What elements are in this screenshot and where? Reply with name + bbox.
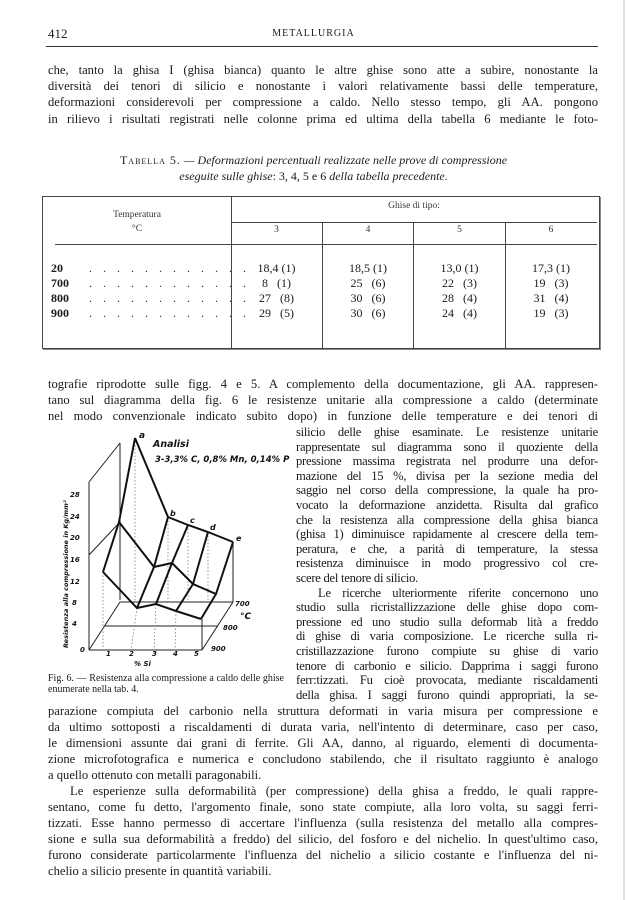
leader-dots: . . . . . . . . . . . . xyxy=(89,261,250,275)
y-axis-label: Resistenza alla compressione in Kg/mm² xyxy=(62,500,70,648)
running-title: METALLURGIA xyxy=(272,28,355,39)
text-line: mazione del 15 %, divisa per la sezione media del xyxy=(296,468,598,483)
text-line: (ghisa 1) diminuisce rapidamente al crescere della tem- xyxy=(296,527,598,542)
point-label-a: a xyxy=(139,431,146,441)
text-line: le dimensioni assunte dai grani di ferrite. Gli AA, danno, al riguardo, elementi di documenta- xyxy=(48,736,598,750)
temp-tick: 700 xyxy=(235,600,250,608)
text-line: nel modo convenzionale indicato subito dopo) in funzione delle temperature e dei tenori di xyxy=(48,409,598,424)
table-caption-line1: — Deformazioni percentuali realizzate nelle prove di compressione xyxy=(183,153,508,167)
scan-edge xyxy=(623,0,625,900)
page-number: 412 xyxy=(48,26,68,41)
y-tick: 20 xyxy=(70,534,80,542)
table-cell: 18,4 (1) xyxy=(257,261,296,275)
table-caption-part: della tabella precedente. xyxy=(329,169,448,183)
y-tick: 28 xyxy=(70,491,80,499)
leader-dots: . . . . . . . . . . . . xyxy=(89,306,250,320)
column-header: 6 xyxy=(548,225,554,235)
text-line: scere del tenore di silicio. xyxy=(296,571,419,585)
y-tick: 0 xyxy=(80,646,85,654)
text-line: in rilievo i risultati registrati nelle colonne prima ed ultima della tabella 6 mediante le foto- xyxy=(48,111,598,126)
table-cell: 22 (3) xyxy=(442,276,477,290)
table-cell: 28 (4) xyxy=(442,291,477,305)
table-cell: 30 (6) xyxy=(350,306,386,320)
point-label-c: c xyxy=(190,516,195,525)
row-temperature: 700 xyxy=(51,276,69,290)
table-cell: 19 (3) xyxy=(533,306,569,320)
figure-diagram xyxy=(60,425,290,670)
table-cell: 8 (1) xyxy=(262,276,291,290)
point-label-d: d xyxy=(210,523,216,532)
text-line: diversità dei tenori di silicio e nonostante i valori relativamente bassi delle temperature, xyxy=(48,79,598,94)
table-cell: 13,0 (1) xyxy=(440,261,479,275)
temp-unit: °C xyxy=(240,612,252,622)
table-cell: 24 (4) xyxy=(442,306,477,320)
y-tick: 4 xyxy=(72,620,77,628)
leader-dots: . . . . . . . . . . . . xyxy=(89,291,250,305)
text-line: Le esperienze sulla deformabilità (per compressione) della ghisa a freddo, le quali rappre- xyxy=(70,784,598,798)
curve-700 xyxy=(135,438,233,542)
row-temperature: 800 xyxy=(51,291,69,305)
annotation-text: 3-3,3% C, 0,8% Mn, 0,14% P xyxy=(155,455,290,465)
temp-tick: 900 xyxy=(211,645,226,653)
text-line: saggio nel corso della compressione, la quale ha pro- xyxy=(296,483,598,498)
text-line: rappresentate sul diagramma sono il quoziente della xyxy=(296,439,598,454)
text-line: resistenza diminuisce in modo progressivo col cre- xyxy=(296,556,598,571)
ghisa-5-line xyxy=(201,542,233,619)
table-cell: 17,3 (1) xyxy=(532,261,570,275)
table-cell: 19 (3) xyxy=(533,276,569,290)
table-caption-part: eseguite sulle ghise xyxy=(179,169,273,183)
text-line: sentano, come fu detto, l'argomento finale, sono state compiute, alla loro volta, su saggi ferri- xyxy=(48,800,598,814)
x-tick: 4 xyxy=(173,650,178,658)
table-cell: 31 (4) xyxy=(533,291,569,305)
text-line: tano sul diagramma della fig. 6 le resistenze unitarie alla compressione a caldo (determinate xyxy=(48,393,598,408)
y-tick: 12 xyxy=(70,578,80,586)
text-line: ferr:tizzati. Fu cioè provocata, mediante riscaldamenti xyxy=(296,673,598,688)
row-temperature: 900 xyxy=(51,306,69,320)
text-line: chelio a silicio presente in quantità variabili. xyxy=(48,864,272,878)
text-line: deformazioni considerevoli per compressione a caldo. Nello stesso tempo, gli AA. pongono xyxy=(48,95,598,110)
table-divider xyxy=(55,244,597,245)
header-rule xyxy=(46,46,598,47)
row-temperature: 20 xyxy=(51,261,63,275)
table-caption-part: : 3, 4, 5 e 6 xyxy=(272,169,327,183)
text-line: tizzati. Esse hanno permesso di accertare l'influenza (sulla resistenza del metallo alla compres- xyxy=(48,816,598,830)
text-line: zione microfotografica e numerica e concludono stabilendo, che il risultato raggiunto è analogo xyxy=(48,752,598,766)
text-line: cristillazzazione furono compiute su ghise di vario xyxy=(296,644,598,658)
column-header: 4 xyxy=(365,225,371,235)
x-tick: 3 xyxy=(152,650,157,658)
drop-line xyxy=(154,604,156,650)
text-line: vocato la deformazione anzidetta. Risulta dal grafico xyxy=(296,498,598,512)
y-tick: 8 xyxy=(72,599,77,607)
text-line: tografie riprodotte sulle figg. 4 e 5. A complemento della documentazione, gli AA. rappresen- xyxy=(48,377,598,391)
leader-dots: . . . . . . . . . . . . xyxy=(89,276,250,290)
x-tick: 2 xyxy=(129,650,134,658)
drop-line xyxy=(131,608,137,650)
text-line: a quello ottenuto con metalli paragonabili. xyxy=(48,768,262,782)
column-header: 3 xyxy=(274,225,279,235)
table-divider xyxy=(231,222,597,223)
table-cell: 25 (6) xyxy=(350,276,386,290)
text-line: parazione compiuta del carbonio nella struttura deformati in varia misura per compressione e xyxy=(48,704,598,718)
text-line: che, tanto la ghisa I (ghisa bianca) quanto le altre ghise sono atte a subire, nonostante la xyxy=(48,63,598,77)
text-line: di ghise di varia composizione. Le ricerche sulla ri- xyxy=(296,629,598,644)
x-tick: 5 xyxy=(194,650,199,658)
text-line: Le ricerche ulteriormente riferite concernono uno xyxy=(318,585,598,600)
data-table xyxy=(42,196,600,349)
header-unit: °C xyxy=(131,224,143,234)
table-cell: 18,5 (1) xyxy=(349,261,387,275)
table-cell: 30 (6) xyxy=(350,291,386,305)
text-line: della ghisa. I saggi furono quindi appropriati, la se- xyxy=(296,687,598,702)
point-label-e: e xyxy=(236,534,242,543)
back-frame xyxy=(89,443,120,482)
annotation-title: Analisi xyxy=(153,439,189,450)
text-line: pressione massima registrata nel produrre una defor- xyxy=(296,454,598,469)
text-line: peratura, e che, a parità di temperature, la stessa xyxy=(296,541,598,556)
x-axis-label: % Si xyxy=(134,660,151,668)
y-tick: 24 xyxy=(70,513,80,521)
y-tick: 16 xyxy=(70,556,80,564)
temp-tick: 800 xyxy=(223,624,238,632)
drop-line xyxy=(175,611,176,650)
text-line: silicio delle ghise esaminate. Le resistenze unitarie xyxy=(296,425,598,439)
table-caption-2 xyxy=(0,169,627,184)
x-tick: 1 xyxy=(106,650,111,658)
ghisa-2-line xyxy=(137,517,168,608)
point-label-b: b xyxy=(170,509,176,518)
table-label: Tabella 5. xyxy=(119,153,181,167)
header-group: Ghise di tipo: xyxy=(388,201,440,211)
text-line: tenore di carbonio e silicio. Dapprima i saggi furono xyxy=(296,658,598,673)
text-line: che la resistenza alla compressione della ghisa bianca xyxy=(296,512,598,527)
text-line: furono considerate particolarmente l'influenza del nichelio a silicio costante e l'influenza del ni- xyxy=(48,848,598,862)
table-cell: 27 (8) xyxy=(259,291,294,305)
back-frame xyxy=(89,522,120,555)
header-temperature: Temperatura xyxy=(113,210,161,220)
text-line: studio sulla ricristallizzazione delle ghise dopo com- xyxy=(296,600,598,615)
figure-caption: Fig. 6. — Resistenza alla compressione a caldo delle ghise enumerate nella tab. 4. xyxy=(48,673,284,695)
text-line: pressione ed uno studio sulla deformab lità a freddo xyxy=(296,614,598,629)
table-cell: 29 (5) xyxy=(259,306,294,320)
table-caption xyxy=(0,153,627,168)
text-line: da ultimo sottoposti a riscaldamenti di durata varia, nell'intento di determinare, caso per caso, xyxy=(48,720,598,734)
text-line: sione e sulla sua deformabilità a freddo) del silicio, del fosforo e del nichelio. In quest'ultimo caso, xyxy=(48,832,598,846)
column-header: 5 xyxy=(457,225,462,235)
